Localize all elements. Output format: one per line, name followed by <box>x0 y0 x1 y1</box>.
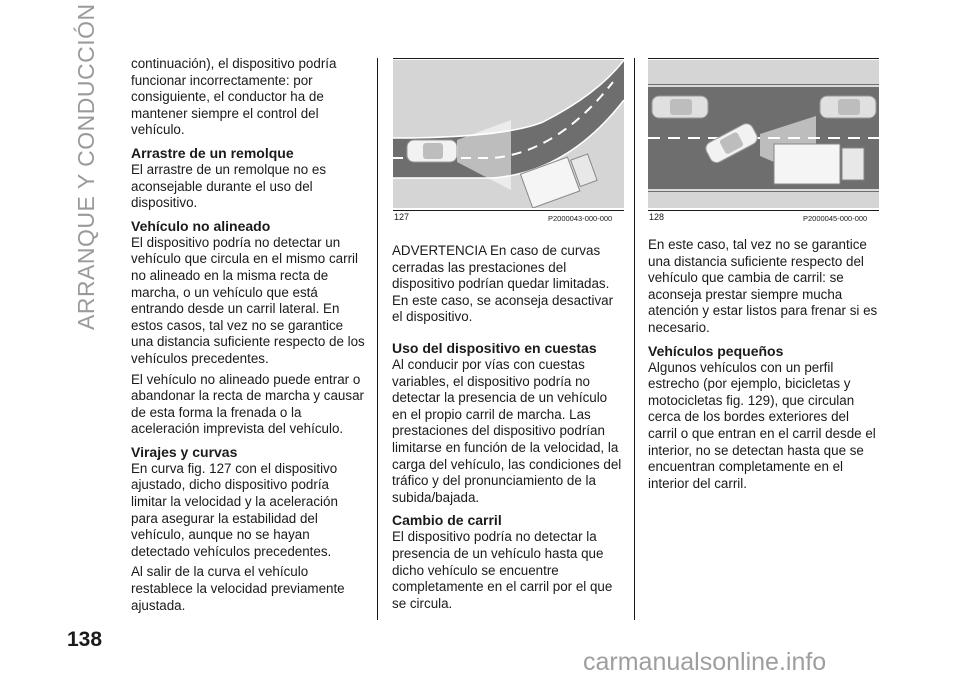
heading-slopes: Uso del dispositivo en cuestas <box>392 339 597 356</box>
page-number: 138 <box>67 628 103 651</box>
paragraph: El vehículo no alineado puede entrar o abandonar la recta de marcha y causar de esta forma la frenada o la aceleración imprevista del vehículo. <box>131 371 364 437</box>
paragraph: Al salir de la curva el vehículo restablece la velocidad previamente ajustada. <box>131 564 345 613</box>
heading-lane-change: Cambio de carril <box>392 512 502 529</box>
paragraph: El dispositivo podría no detectar un vehículo que circula en el mismo carril no alineado en la misma recta de marcha, o un vehículo que está entrando desde un carril lateral. En estos casos, tal vez no se garantice una distancia suficiente respecto de los vehículos precedentes. <box>131 234 365 366</box>
column-divider <box>634 58 635 620</box>
figure-number: 127 <box>394 212 410 222</box>
heading-misaligned: Vehículo no alineado <box>131 217 271 234</box>
text-column-1 <box>131 56 367 618</box>
text-column-2 <box>392 243 624 616</box>
figure-top-rule <box>648 58 879 59</box>
paragraph: ADVERTENCIA En caso de curvas cerradas las prestaciones del dispositivo podrían quedar limitadas. En este caso, se aconseja desactivar el dispositivo. <box>392 243 614 325</box>
figure-top-rule <box>393 58 624 59</box>
figure-number: 128 <box>649 212 665 222</box>
paragraph: El dispositivo podría no detectar la presencia de un vehículo hasta que dicho vehículo se encuentre completamente en el carril por el que se circula. <box>392 529 613 611</box>
column-divider <box>377 58 378 620</box>
heading-curves: Virajes y curvas <box>131 443 238 460</box>
section-title: ARRANQUE Y CONDUCCIÓN <box>73 3 99 330</box>
car-icon <box>820 96 876 118</box>
watermark: carmanualsonline.info <box>583 648 827 676</box>
car-icon <box>652 96 708 118</box>
paragraph: Al conducir por vías con cuestas variables, el dispositivo podría no detectar la presencia de un vehículo en el propio carril de marcha. Las prestaciones del dispositivo podrían limitarse en función de la velocidad, la carga del vehículo, las condiciones del tráfico y del pronunciamiento de la subida/bajada. <box>392 356 622 505</box>
text-column-3 <box>648 237 880 496</box>
car-icon <box>407 140 457 162</box>
paragraph: En este caso, tal vez no se garantice una distancia suficiente respecto del vehículo que cambia de carril: se aconseja prestar siempre mucha atención y estar listos para frenar si es necesario. <box>648 237 878 335</box>
figure-128-lane-change-illustration <box>648 60 879 208</box>
truck-icon <box>774 144 864 184</box>
paragraph: En curva fig. 127 con el dispositivo ajustado, dicho dispositivo podría limitar la velocidad y la aceleración para asegurar la estabilidad del vehículo, aunque no se hayan detectado vehículos precedentes. <box>131 460 338 559</box>
figure-bottom-rule <box>393 210 624 211</box>
figure-code: P2000045-000-000 <box>803 214 868 223</box>
paragraph: Algunos vehículos con un perfil estrecho (por ejemplo, bicicletas y motocicletas fig. 129), que circulan cerca de los bordes exteriores del carril o que entran en el carril desde el interior, no se detectan hasta que se encuentran completamente en el interior del carril. <box>648 359 876 491</box>
paragraph: El arrastre de un remolque no es aconsejable durante el uso del dispositivo. <box>131 161 327 211</box>
heading-small-vehicles: Vehículos pequeños <box>648 342 784 359</box>
heading-trailer: Arrastre de un remolque <box>131 144 294 161</box>
paragraph: continuación), el dispositivo podría funcionar incorrectamente: por consiguiente, el conductor ha de mantener siempre el control del vehículo. <box>131 56 337 138</box>
figure-bottom-rule <box>648 210 879 211</box>
figure-127-curve-illustration <box>393 60 624 208</box>
figure-code: P2000043-000-000 <box>548 214 613 223</box>
